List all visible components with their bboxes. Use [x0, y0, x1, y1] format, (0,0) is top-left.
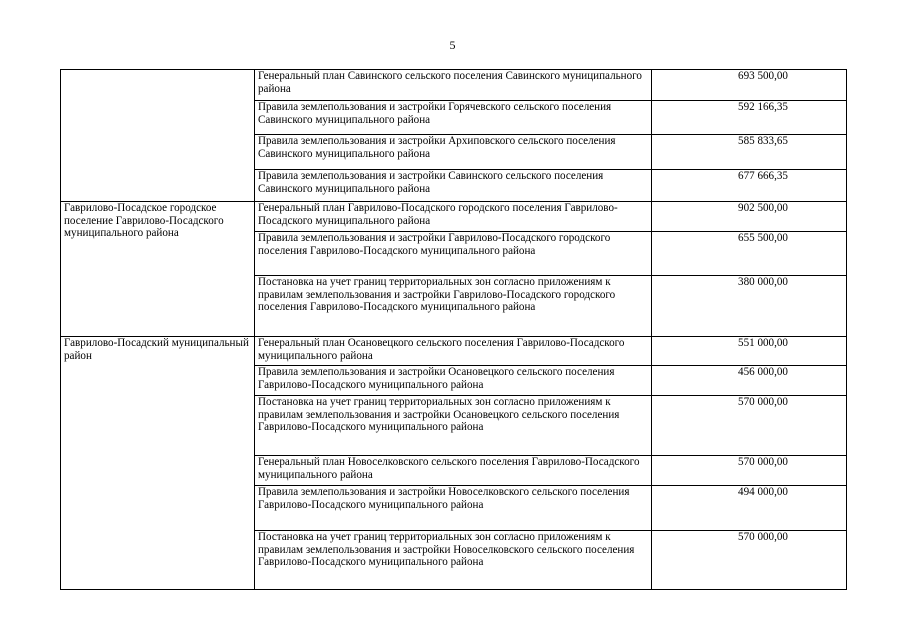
amount-value: 570 000,00 [738, 456, 788, 468]
table-row [61, 337, 847, 366]
document-title: Правила землепользования и застройки Савинского сельского поселения Савинского муниципального района [255, 170, 652, 202]
amount-value: 456 000,00 [738, 366, 788, 378]
budget-table [60, 69, 847, 590]
amount-value: 585 833,65 [738, 135, 788, 147]
amount-value: 677 666,35 [738, 170, 788, 182]
amount-value: 494 000,00 [738, 486, 788, 498]
document-title: Генеральный план Осановецкого сельского поселения Гаврилово-Посадского муниципального района [255, 337, 652, 366]
document-title: Постановка на учет границ территориальных зон согласно приложениям к правилам землепользования и застройки Новоселковского сельского поселения Гаврилово-Посадского муниципального района [255, 531, 652, 590]
table-row [61, 70, 847, 101]
document-title: Постановка на учет границ территориальных зон согласно приложениям к правилам землепользования и застройки Гаврилово-Посадского городского поселения Гаврилово-Посадского муниципального района [255, 276, 652, 337]
document-title: Постановка на учет границ территориальных зон согласно приложениям к правилам землепользования и застройки Осановецкого сельского поселения Гаврилово-Посадского муниципального района [255, 396, 652, 456]
amount-value: 592 166,35 [738, 101, 788, 113]
document-title: Правила землепользования и застройки Архиповского сельского поселения Савинского муниципального района [255, 135, 652, 170]
document-title: Правила землепользования и застройки Осановецкого сельского поселения Гаврилово-Посадского муниципального района [255, 366, 652, 396]
amount-value: 902 500,00 [738, 202, 788, 214]
region-cell: Гаврилово-Посадское городское поселение Гаврилово-Посадского муниципального района [61, 202, 255, 337]
page-number: 5 [449, 38, 456, 52]
document-title: Правила землепользования и застройки Новоселковского сельского поселения Гаврилово-Посадского муниципального района [255, 486, 652, 531]
document-title: Правила землепользования и застройки Горячевского сельского поселения Савинского муниципального района [255, 101, 652, 135]
amount-value: 570 000,00 [738, 531, 788, 543]
amount-value: 380 000,00 [738, 276, 788, 288]
document-title: Генеральный план Новоселковского сельского поселения Гаврилово-Посадского муниципального района [255, 456, 652, 486]
amount-value: 693 500,00 [738, 70, 788, 82]
document-title: Генеральный план Савинского сельского поселения Савинского муниципального района [255, 70, 652, 101]
document-title: Правила землепользования и застройки Гаврилово-Посадского городского поселения Гаврилово-Посадского муниципального района [255, 232, 652, 276]
amount-value: 570 000,00 [738, 396, 788, 408]
table-row [61, 202, 847, 232]
region-cell: Гаврилово-Посадский муниципальный район [61, 337, 255, 590]
amount-value: 655 500,00 [738, 232, 788, 244]
document-title: Генеральный план Гаврилово-Посадского городского поселения Гаврилово-Посадского муниципального района [255, 202, 652, 232]
amount-value: 551 000,00 [738, 337, 788, 349]
region-cell [61, 70, 255, 202]
